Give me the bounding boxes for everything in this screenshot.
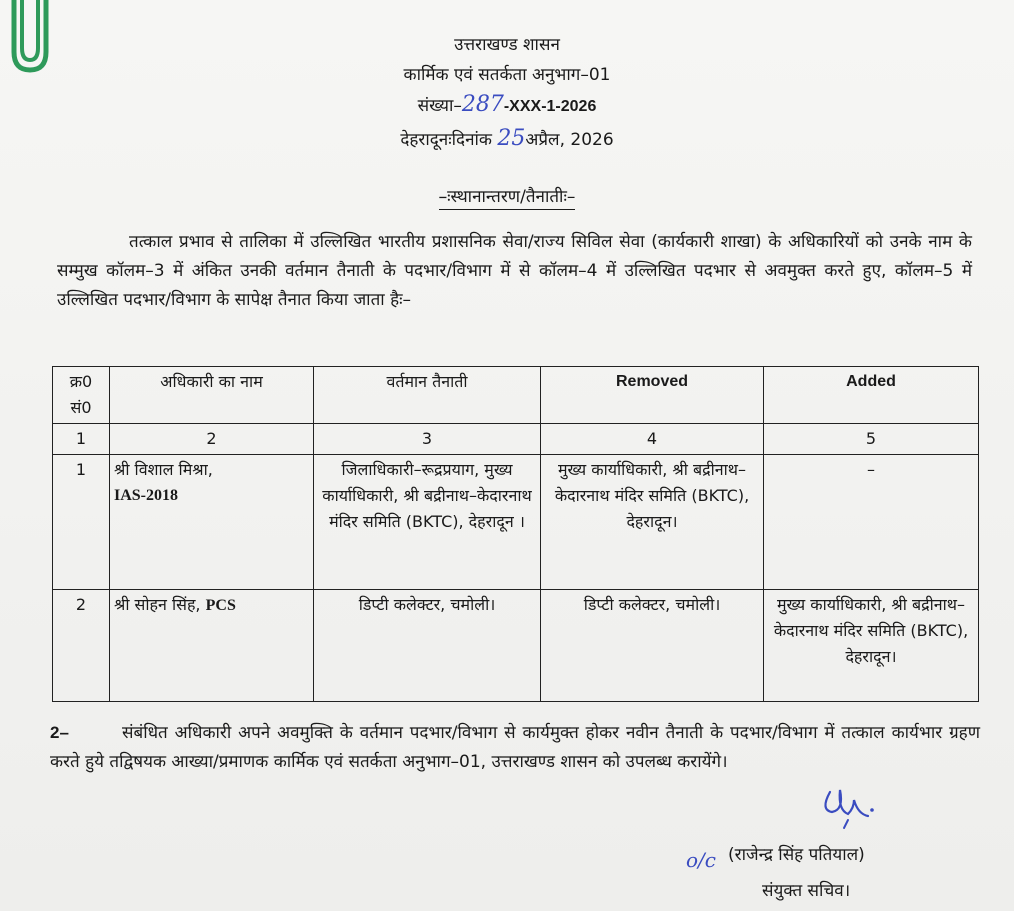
date-label: देहरादूनःदिनांक — [400, 130, 492, 150]
dept-title: कार्मिक एवं सतर्कता अनुभाग–01 — [403, 65, 611, 85]
header-name: अधिकारी का नाम — [110, 367, 314, 424]
para2-number: 2– — [50, 723, 69, 742]
row1-sno: 1 — [53, 455, 110, 590]
column-number-row — [53, 424, 979, 455]
row2-current: डिप्टी कलेक्टर, चमोली। — [314, 590, 541, 702]
header-sno: क्र0 सं0 — [53, 367, 110, 424]
date-suffix: अप्रैल, 2026 — [525, 130, 614, 150]
handwritten-number: 287 — [461, 92, 504, 117]
row2-name: श्री सोहन सिंह, — [114, 595, 201, 614]
colnum-1: 1 — [53, 424, 110, 455]
colnum-2: 2 — [110, 424, 314, 455]
table-row — [53, 590, 979, 702]
row2-removed: डिप्टी कलेक्टर, चमोली। — [541, 590, 764, 702]
table-header-row — [53, 367, 979, 424]
header-added: Added — [764, 367, 979, 424]
row1-name-cell — [110, 455, 314, 590]
signatory-designation: संयुक्त सचिव। — [762, 881, 851, 901]
colnum-4: 4 — [541, 424, 764, 455]
row1-removed: मुख्य कार्याधिकारी, श्री बद्रीनाथ–केदारनाथ मंदिर समिति (BKTC), देहरादून। — [541, 455, 764, 590]
handwritten-signature — [818, 780, 878, 830]
number-suffix: -XXX-1-2026 — [503, 98, 597, 115]
row2-service: PCS — [205, 597, 236, 614]
colnum-5: 5 — [764, 424, 979, 455]
intro-text: तत्काल प्रभाव से तालिका में उल्लिखित भारतीय प्रशासनिक सेवा/राज्य सिविल सेवा (कार्यकारी शाखा) के अधिकारियों को उनके नाम के सम्मुख कॉलम–3 में अंकित उनकी वर्तमान तैनाती के पदभार/विभाग में से कॉलम–4 में उल्लिखित पदभार से अवमुक्त करते हुए, कॉलम–5 में उल्लिखित पदभार/विभाग के सापेक्ष तैनात किया जाता हैः– — [57, 232, 972, 310]
intro-paragraph — [57, 228, 972, 315]
signatory-name: (राजेन्द्र सिंह पतियाल) — [728, 845, 865, 865]
handwritten-initials: o/c — [686, 848, 716, 872]
para2-text: संबंधित अधिकारी अपने अवमुक्ति के वर्तमान पदभार/विभाग से कार्यमुक्त होकर नवीन तैनाती के पदभार/विभाग में तत्काल कार्यभार ग्रहण करते हुये तद्विषयक आख्या/प्रमाणक कार्मिक एवं सतर्कता अनुभाग–01, उत्तराखण्ड शासन को उपलब्ध करायेंगे। — [50, 723, 980, 772]
table-row — [53, 455, 979, 590]
row2-sno: 2 — [53, 590, 110, 702]
row1-added: – — [764, 455, 979, 590]
header-current: वर्तमान तैनाती — [314, 367, 541, 424]
govt-title: उत्तराखण्ड शासन — [454, 35, 560, 55]
transfer-table — [52, 366, 979, 702]
paragraph-2 — [50, 718, 980, 777]
header-removed: Removed — [541, 367, 764, 424]
number-label: संख्या– — [417, 96, 462, 116]
order-date — [0, 128, 1014, 151]
row2-added: मुख्य कार्याधिकारी, श्री बद्रीनाथ–केदारनाथ मंदिर समिति (BKTC), देहरादून। — [764, 590, 979, 702]
row2-name-cell — [110, 590, 314, 702]
colnum-3: 3 — [314, 424, 541, 455]
subject-text: –ःस्थानान्तरण/तैनातीः– — [439, 187, 576, 210]
row1-service: IAS-2018 — [114, 487, 179, 504]
handwritten-date: 25 — [497, 126, 526, 151]
order-number — [0, 94, 1014, 118]
subject-heading — [0, 184, 1014, 207]
row1-current: जिलाधिकारी–रूद्रप्रयाग, मुख्य कार्याधिकारी, श्री बद्रीनाथ–केदारनाथ मंदिर समिति (BKTC), देहरादून । — [314, 455, 541, 590]
row1-name: श्री विशाल मिश्रा, — [114, 460, 213, 479]
